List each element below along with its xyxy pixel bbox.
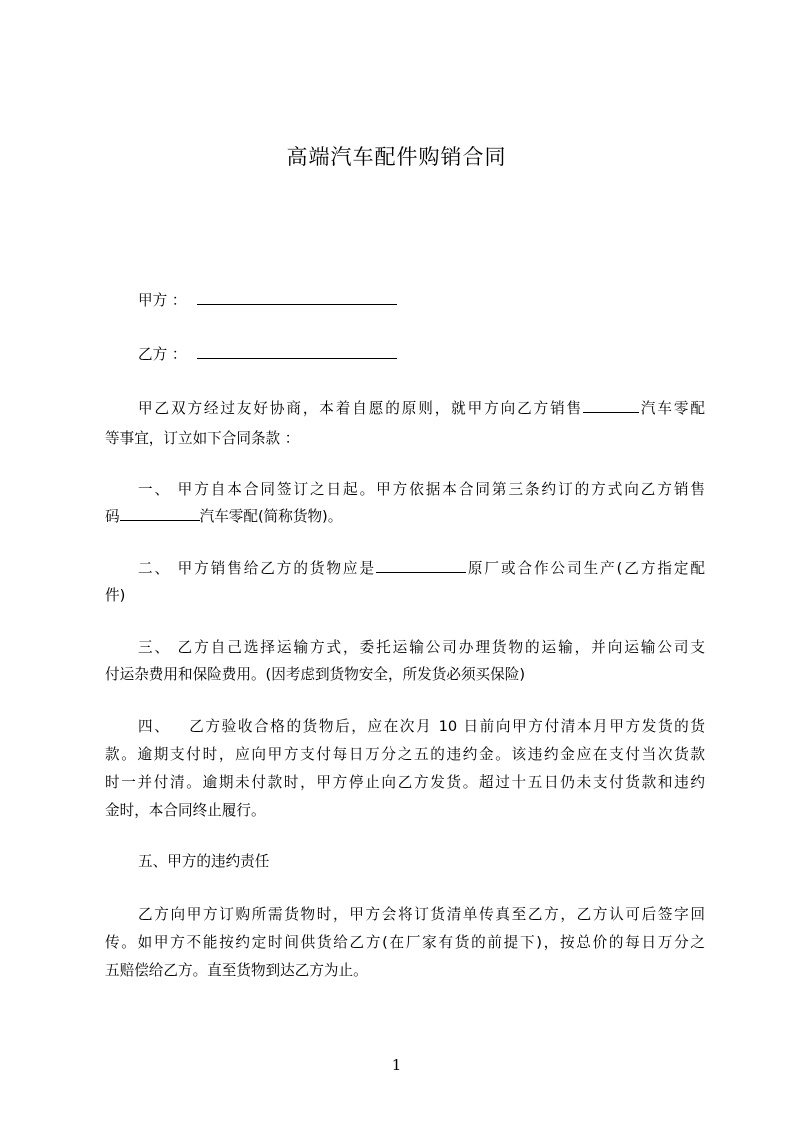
intro-text-b: 汽车零配 [639,400,705,417]
clause-5-line-3: 五赔偿给乙方。直至货物到达乙方为止。 [105,962,368,979]
party-a-blank [197,291,397,305]
intro-text-a: 甲乙双方经过友好协商，本着自愿的原则，就甲方向乙方销售 [138,400,584,417]
page-number: 1 [391,1056,402,1074]
clause-5-heading: 五、甲方的违约责任 [138,853,270,870]
clause-4-line-1: 四、 乙方验收合格的货物后，应在次月 10 日前向甲方付清本月甲方发货的货 [138,718,705,735]
document-title: 高端汽车配件购销合同 [286,145,507,169]
party-b-line [105,338,738,371]
party-b-blank [197,345,397,359]
clause-4-line-3: 时一并付清。逾期未付款时，甲方停止向乙方发货。超过十五日仍未支付货款和违约 [105,774,705,791]
clause-2-line-2: 件) [105,587,126,604]
clause-2-blank [376,559,466,573]
clause-1-line-1: 一、 甲方自本合同签订之日起。甲方依据本合同第三条约订的方式向乙方销售 [138,481,705,498]
clause-2-text-b: 原厂或合作公司生产(乙方指定配 [465,560,705,577]
clause-5-line-2: 传。如甲方不能按约定时间供货给乙方(在厂家有货的前提下)，按总价的每日万分之 [105,934,705,951]
clause-5-line-1: 乙方向甲方订购所需货物时，甲方会将订货清单传真至乙方，乙方认可后签字回 [138,906,705,923]
intro-line-1 [105,392,705,425]
clause-1-blank [120,507,200,521]
clause-4-line-2: 款。逾期支付时，应向甲方支付每日万分之五的违约金。该违约金应在支付当次货款 [105,746,705,763]
clause-3-line-1: 三、 乙方自己选择运输方式，委托运输公司办理货物的运输，并向运输公司支 [138,639,705,656]
party-a-line [105,284,738,317]
clause-2-text-a: 二、 甲方销售给乙方的货物应是 [138,560,376,577]
party-a-label: 甲方 ： [138,292,187,309]
intro-blank [583,399,639,413]
clause-4-line-4: 金时，本合同终止履行。 [105,802,266,819]
clause-1-text-a: 码 [105,508,120,525]
clause-1-line-2 [105,500,705,533]
intro-line-2: 等事宜，订立如下合同条款 ： [105,430,300,447]
clause-3-line-2: 付运杂费用和保险费用。(因考虑到货物安全，所发货必须买保险) [105,666,526,683]
clause-1-text-b: 汽车零配(简称货物)。 [199,508,343,525]
party-b-label: 乙方 ： [138,346,187,363]
